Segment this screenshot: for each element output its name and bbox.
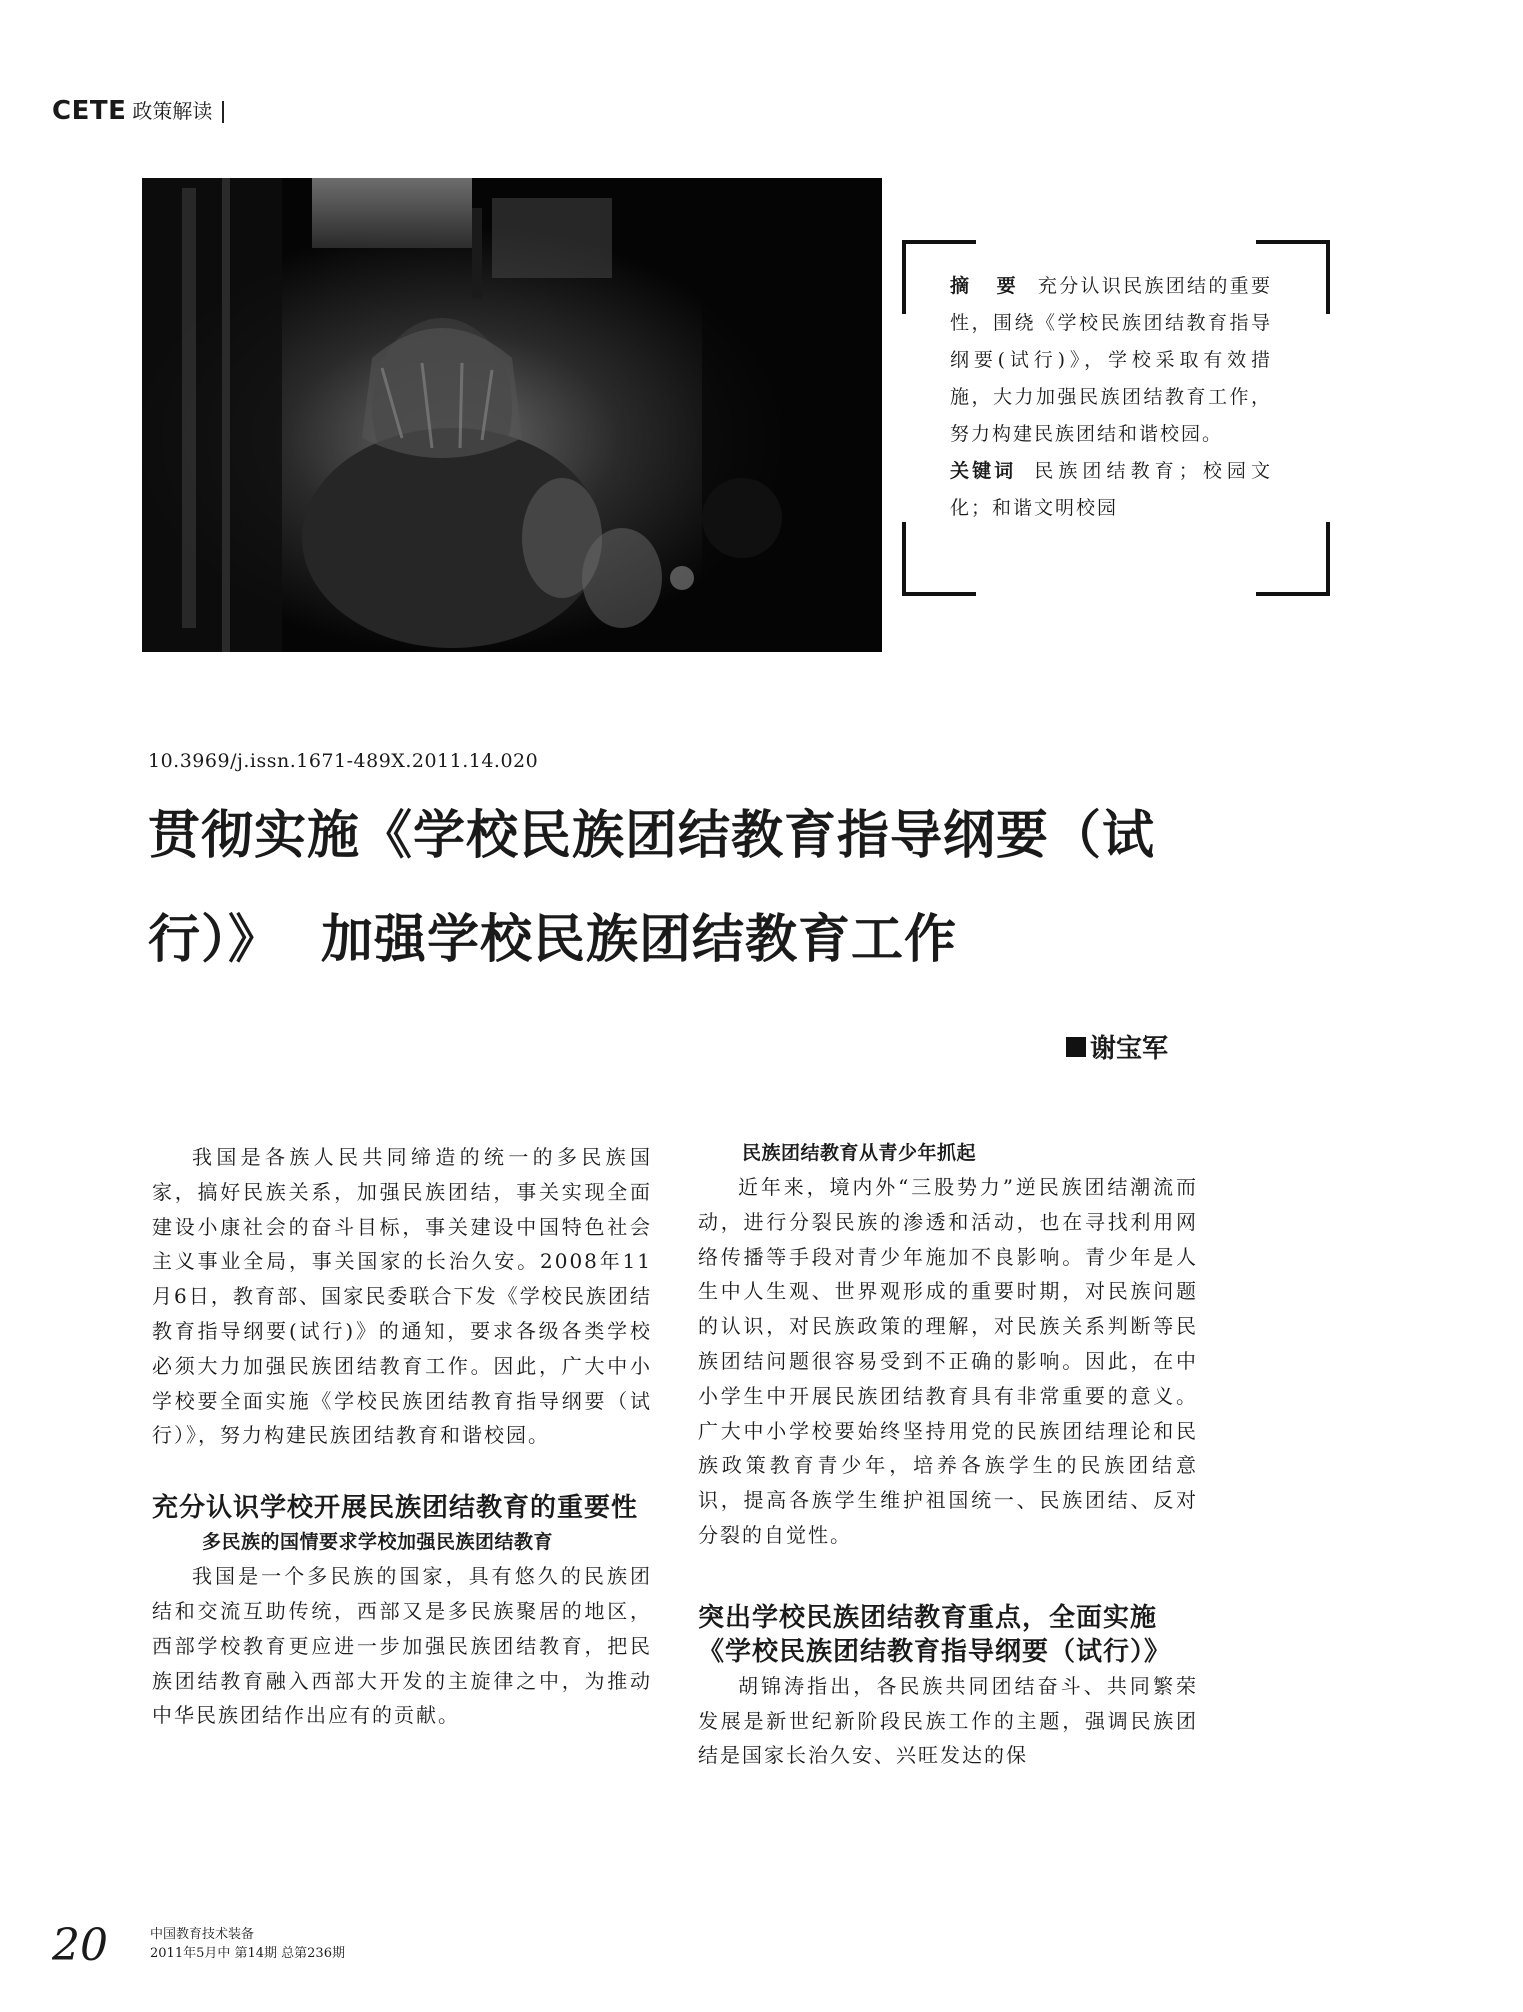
section-heading: 充分认识学校开展民族团结教育的重要性: [152, 1493, 639, 1524]
abstract-label: 摘 要: [950, 275, 1020, 297]
issue-info: 2011年5月中 第14期 总第236期: [150, 1946, 345, 1961]
abstract-box: [902, 240, 1330, 596]
page-number: 20: [52, 1920, 108, 1971]
left-column: [152, 1140, 652, 1733]
subsection-heading: 多民族的国情要求学校加强民族团结教育: [202, 1531, 554, 1554]
title-line-2: [148, 888, 1348, 992]
keywords-text: 民族团结教育；校园文化；和谐文明校园: [950, 460, 1272, 519]
footer-info: [150, 1925, 345, 1963]
section-label: 政策解读: [132, 99, 213, 123]
journal-brand: CETE: [52, 96, 127, 126]
body-paragraph: 我国是一个多民族的国家，具有悠久的民族团结和交流互助传统，西部又是多民族聚居的地区，西部学校教育更应进一步加强民族团结教育，把民族团结教育融入西部大开发的主旋律之中，为推动中华民族团结作出应有的贡献。: [152, 1564, 652, 1728]
square-bullet-icon: [1066, 1037, 1086, 1057]
abstract-content: [950, 268, 1272, 527]
body-paragraph: 胡锦涛指出，各民族共同团结奋斗、共同繁荣发展是新世纪新阶段民族工作的主题，强调民族团结是国家长治久安、兴旺发达的保: [698, 1673, 1198, 1768]
running-header: [52, 92, 224, 126]
author-name: 谢宝军: [1090, 1034, 1169, 1064]
title-line-2-part-a: 行）》: [148, 910, 282, 970]
section-heading: 突出学校民族团结教育重点，全面实施《学校民族团结教育指导纲要（试行）》: [698, 1602, 1172, 1667]
keywords-label: 关键词: [950, 460, 1017, 482]
intro-paragraph: 我国是各族人民共同缔造的统一的多民族国家，搞好民族关系，加强民族团结，事关实现全面建设小康社会的奋斗目标，事关建设中国特色社会主义事业全局，事关国家的长治久安。2008年11月6日，教育部、国家民委联合下发《学校民族团结教育指导纲要(试行)》的通知，要求各级各类学校必须大力加强民族团结教育工作。因此，广大中小学校要全面实施《学校民族团结教育指导纲要（试行）》，努力构建民族团结教育和谐校园。: [152, 1145, 652, 1448]
header-divider: [222, 101, 224, 123]
doi: 10.3969/j.issn.1671-489X.2011.14.020: [148, 750, 539, 772]
title-line-1: 贯彻实施《学校民族团结教育指导纲要（试: [148, 806, 1156, 866]
article-photo: [142, 178, 882, 652]
abstract-text: 充分认识民族团结的重要性，围绕《学校民族团结教育指导纲要(试行)》，学校采取有效措施，大力加强民族团结教育工作，努力构建民族团结和谐校园。: [950, 275, 1272, 445]
article-title: [148, 784, 1348, 992]
title-line-2-part-b: 加强学校民族团结教育工作: [321, 910, 958, 970]
journal-name: 中国教育技术装备: [150, 1927, 255, 1942]
corner-bracket: [902, 522, 976, 596]
right-column: [698, 1136, 1198, 1773]
subsection-heading: 民族团结教育从青少年抓起: [742, 1142, 977, 1164]
author-byline: [1066, 1028, 1168, 1065]
body-paragraph: 近年来，境内外“三股势力”逆民族团结潮流而动，进行分裂民族的渗透和活动，也在寻找利用网络传播等手段对青少年施加不良影响。青少年是人生中人生观、世界观形成的重要时期，对民族问题的认识，对民族政策的理解，对民族关系判断等民族团结问题很容易受到不正确的影响。因此，在中小学生中开展民族团结教育具有非常重要的意义。广大中小学校要始终坚持用党的民族团结理论和民族政策教育青少年，培养各族学生的民族团结意识，提高各族学生维护祖国统一、民族团结、反对分裂的自觉性。: [698, 1175, 1198, 1547]
corner-bracket: [1256, 522, 1330, 596]
